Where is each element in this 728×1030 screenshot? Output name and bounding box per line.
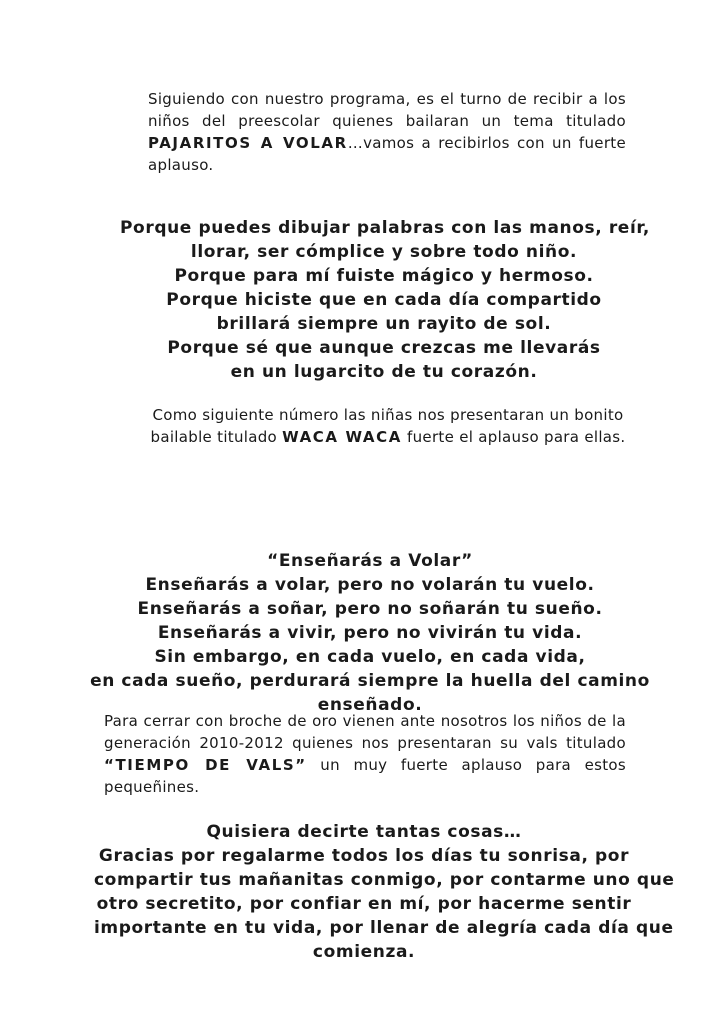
intro2-line2: [148, 426, 628, 448]
intro2-line2-pre: bailable titulado: [150, 428, 278, 446]
poem3-line: comienza.: [312, 942, 416, 962]
intro1-line1: Siguiendo con nuestro programa, es el turno de recibir a los: [148, 90, 626, 108]
intro3-line3: [104, 754, 626, 798]
intro2-line1: Como siguiente número las niñas nos presentaran un bonito: [152, 406, 624, 424]
intro3-line2: generación 2010-2012 quienes nos presentaran su vals titulado: [104, 734, 626, 752]
song-title-pajaritos: PAJARITOS A VOLAR: [148, 134, 348, 152]
intro3-line3-rest: un muy fuerte aplauso para estos pequeñines.: [104, 756, 626, 796]
poem3-title: Quisiera decirte tantas cosas…: [206, 822, 522, 842]
song-title-waca-waca: WACA WACA: [282, 428, 402, 446]
song-title-tiempo-de-vals: “TIEMPO DE VALS”: [104, 756, 307, 774]
intro1-line2: niños del preescolar quienes bailaran un tema titulado: [148, 112, 626, 130]
poem3-line: importante en tu vida, por llenar de alegría cada día que: [94, 918, 674, 938]
poem2-line: Enseñarás a vivir, pero no vivirán tu vida.: [157, 623, 583, 643]
intro1-line3-rest: …vamos a recibirlos con un fuerte: [347, 134, 626, 152]
poem1-line: Porque hiciste que en cada día compartido: [166, 290, 602, 310]
poem1-line: brillará siempre un rayito de sol.: [216, 314, 552, 334]
poem2-line: enseñado.: [317, 695, 423, 715]
poem1-line: en un lugarcito de tu corazón.: [230, 362, 538, 382]
poem3-line: compartir tus mañanitas conmigo, por contarme uno que: [94, 870, 675, 890]
poem2-line: Enseñarás a volar, pero no volarán tu vuelo.: [145, 575, 595, 595]
intro-paragraph-waca-waca: [148, 404, 628, 448]
poem-porque: [120, 216, 648, 384]
intro3-line1: Para cerrar con broche de oro vienen ante nosotros los niños de la: [104, 712, 626, 730]
intro-paragraph-pajaritos: [148, 88, 626, 176]
poem1-line: Porque sé que aunque crezcas me llevarás: [167, 338, 601, 358]
poem2-line: en cada sueño, perdurará siempre la huella del camino: [90, 671, 650, 691]
poem3-line: otro secretito, por confiar en mí, por hacerme sentir: [96, 894, 632, 914]
intro1-line4: aplauso.: [148, 156, 214, 174]
poem-quisiera-decirte: [94, 820, 675, 964]
poem2-line: Sin embargo, en cada vuelo, en cada vida,: [154, 647, 586, 667]
intro-paragraph-tiempo-de-vals: [104, 710, 626, 798]
poem1-line: Porque para mí fuiste mágico y hermoso.: [174, 266, 594, 286]
poem2-line: Enseñarás a soñar, pero no soñarán tu sueño.: [137, 599, 603, 619]
poem-ensenaras-a-volar: [90, 549, 650, 717]
poem2-title: “Enseñarás a Volar”: [267, 551, 473, 571]
intro1-line3: [148, 132, 626, 154]
intro2-line2-post: fuerte el aplauso para ellas.: [407, 428, 626, 446]
poem1-line: llorar, ser cómplice y sobre todo niño.: [190, 242, 578, 262]
poem1-line: Porque puedes dibujar palabras con las manos, reír,: [120, 218, 650, 238]
poem3-line: Gracias por regalarme todos los días tu sonrisa, por: [98, 846, 630, 866]
